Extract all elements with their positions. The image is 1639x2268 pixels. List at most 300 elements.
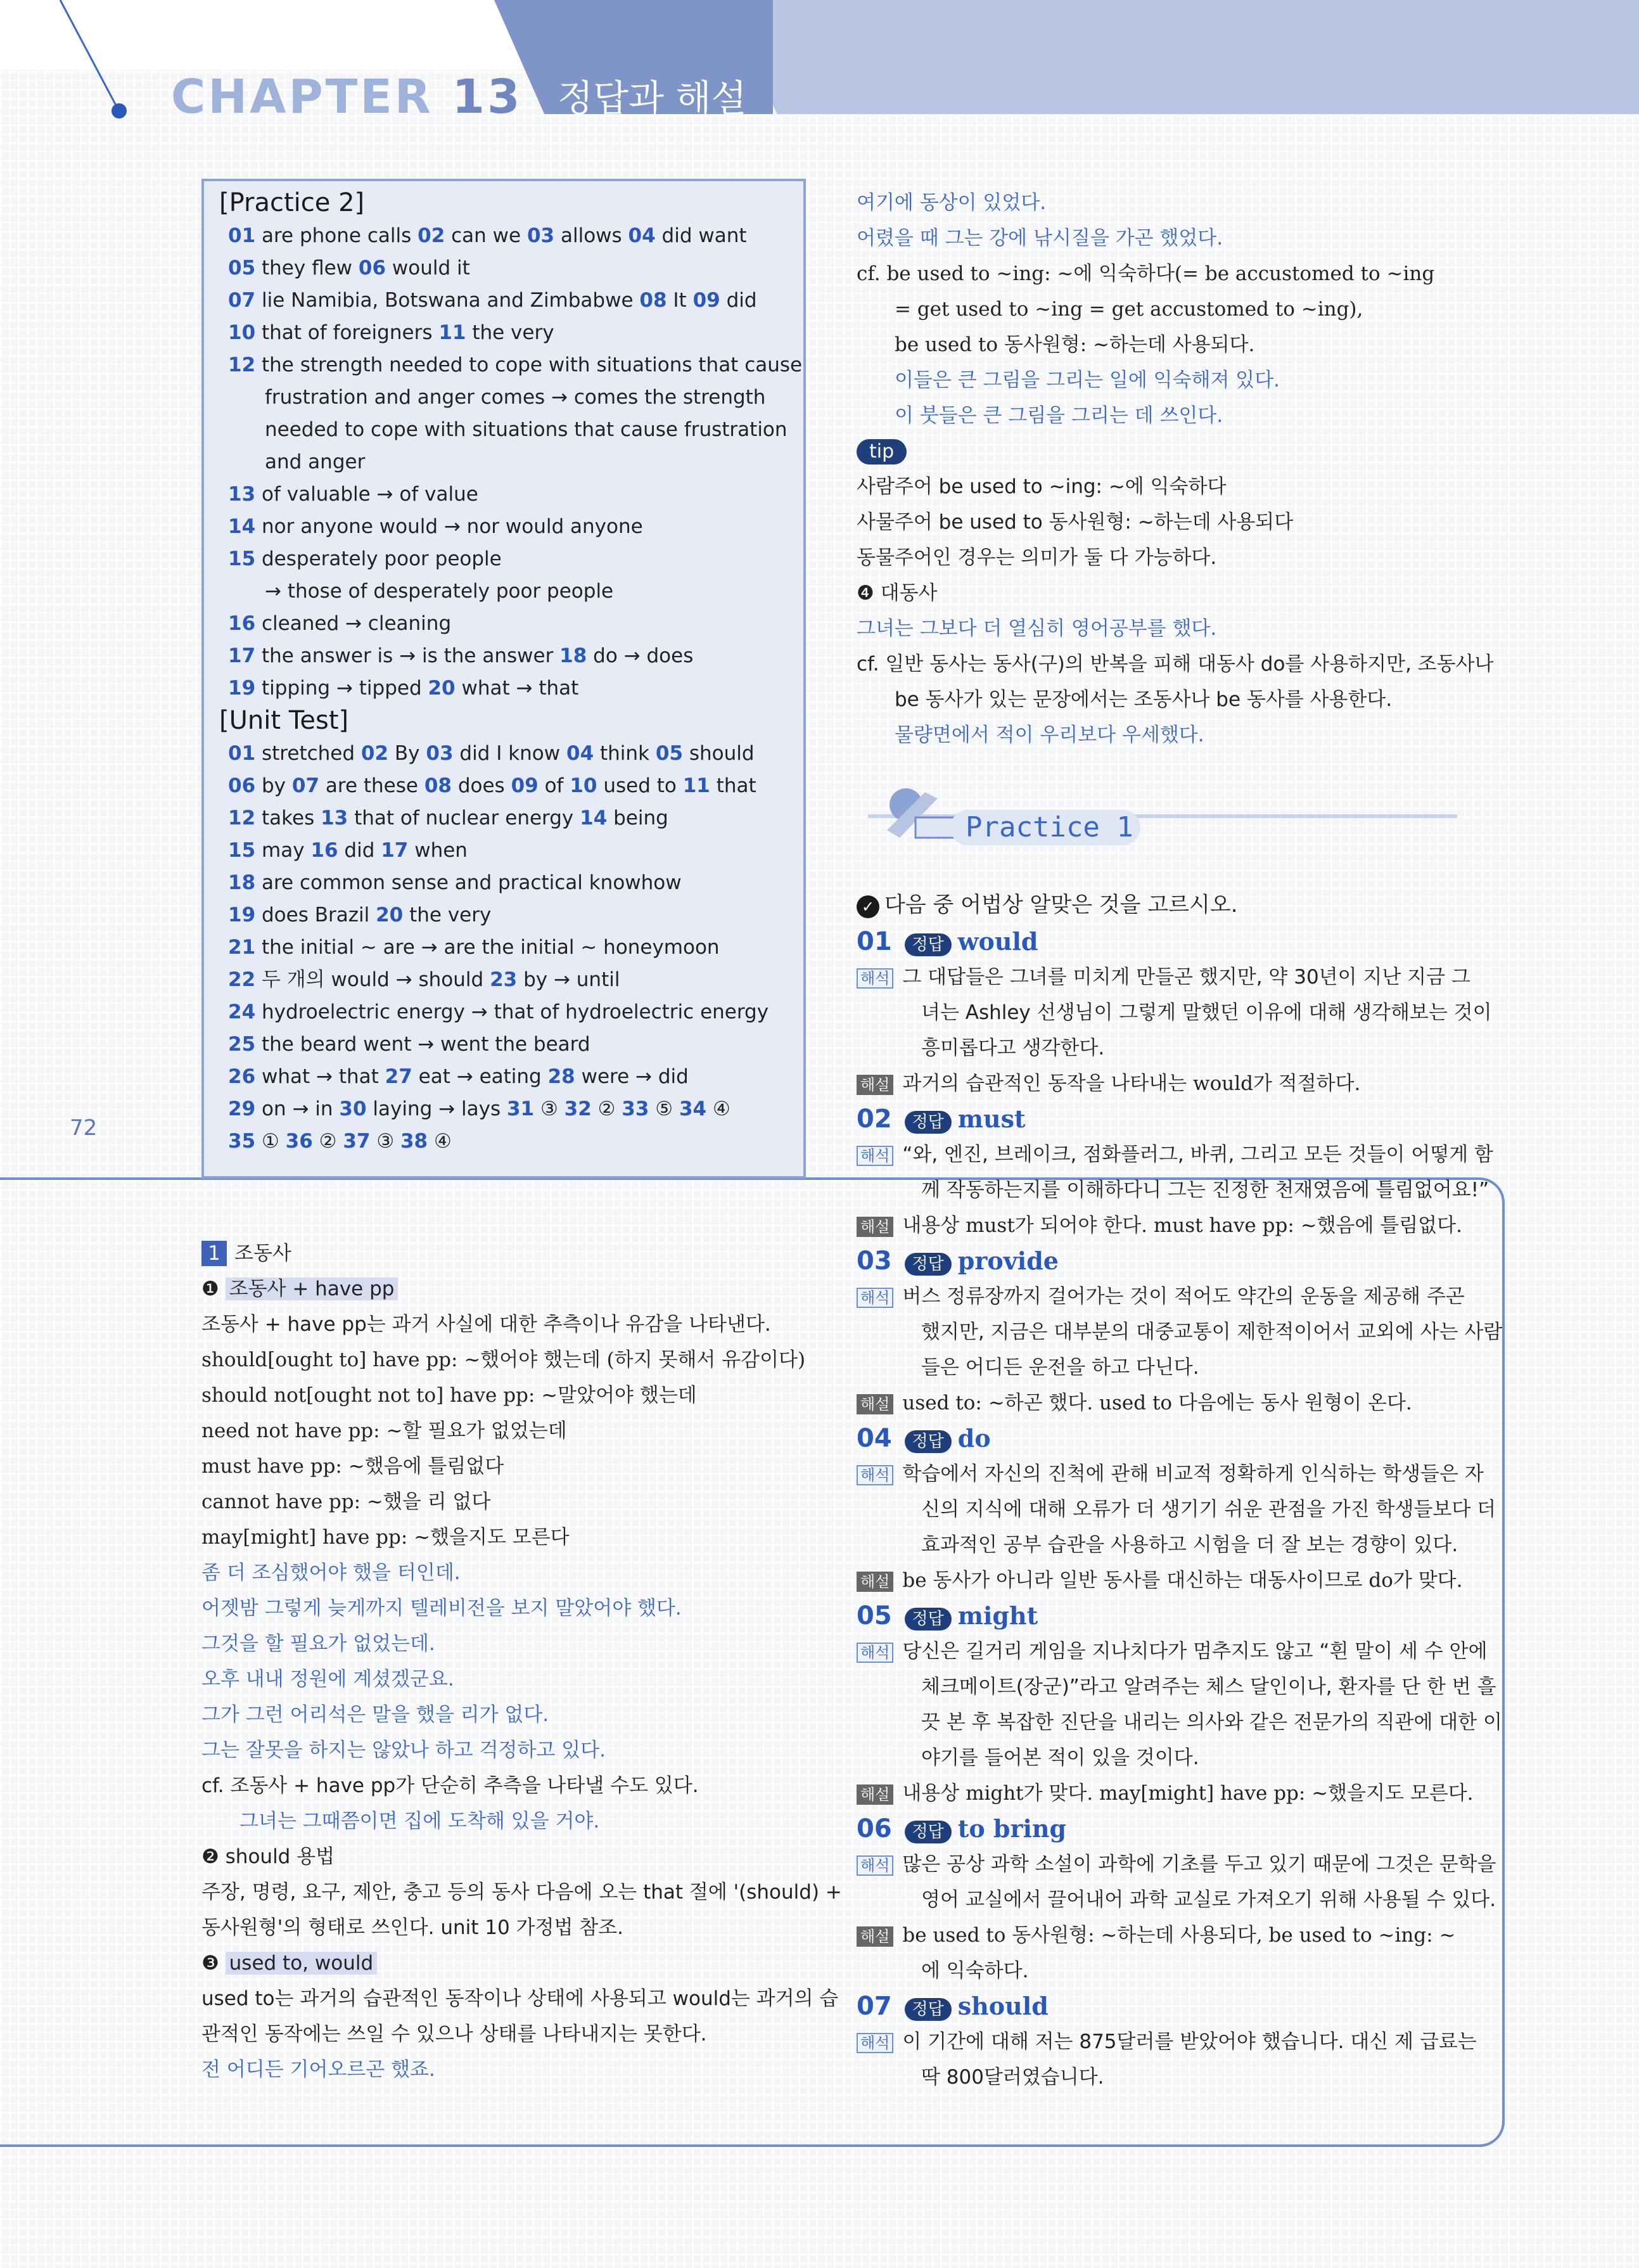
- example-line: 그것을 할 필요가 없었는데.: [201, 1632, 435, 1655]
- answer-number: 25: [228, 1033, 256, 1056]
- header-decoration: [0, 0, 127, 120]
- answer-number: 11: [438, 321, 466, 344]
- answer-number: 14: [228, 515, 256, 538]
- answer-number: 13: [228, 483, 256, 506]
- translation-tag: 해석: [857, 2033, 893, 2053]
- explanation-text: 과거의 습관적인 동작을 나타내는 would가 적절하다.: [902, 1072, 1361, 1095]
- translation-tag: 해석: [857, 1855, 893, 1876]
- answer-text: and anger: [265, 451, 366, 473]
- check-icon: ✓: [857, 895, 879, 918]
- question-number: 06: [857, 1814, 892, 1843]
- explanation-tag: 해설: [857, 1572, 893, 1592]
- page-title: 정답과 해설: [558, 77, 747, 120]
- answer-value: should: [957, 1992, 1049, 2020]
- translation-text: 녀는 Ashley 선생님이 그렇게 말했던 이유에 대해 생각해보는 것이: [921, 1001, 1492, 1024]
- answer-row: [228, 999, 768, 1025]
- translation-tag: 해석: [857, 1146, 893, 1166]
- question-number: 03: [857, 1246, 892, 1276]
- translation-line: [921, 1710, 1502, 1735]
- answer-row: [228, 870, 682, 895]
- explanation-text: 내용상 must가 되어야 한다. must have pp: ~했음에 틀림없다.: [902, 1214, 1462, 1237]
- answer-text: hydroelectric energy → that of hydroelectric energy: [262, 1001, 769, 1023]
- answer-text: ①: [262, 1130, 279, 1153]
- section-title: 조동사: [234, 1242, 291, 1265]
- answer-number: 22: [228, 968, 256, 991]
- translation-text: 흥미롭다고 생각한다.: [921, 1037, 1105, 1060]
- question-heading: [857, 1248, 1059, 1276]
- translation-text: 당신은 길거리 게임을 지나치다가 멈추지도 않고 “흰 말이 세 수 안에: [902, 1640, 1488, 1663]
- answer-value: must: [957, 1105, 1026, 1133]
- explanation-tag: 해설: [857, 1075, 893, 1095]
- example-line: 오후 내내 정원에 계셨겠군요.: [201, 1668, 454, 1691]
- answer-number: 14: [580, 807, 608, 830]
- translation-text: 딱 800달러였습니다.: [921, 2066, 1104, 2089]
- answer-number: 05: [228, 257, 256, 279]
- answer-text: did: [344, 839, 375, 862]
- explanation-text: be 동사가 아니라 일반 동사를 대신하는 대동사이므로 do가 맞다.: [902, 1569, 1463, 1592]
- note-line: 동사원형'의 형태로 쓰인다. unit 10 가정법 참조.: [201, 1916, 623, 1939]
- answer-number: 04: [628, 224, 656, 247]
- answer-number: 35: [228, 1130, 256, 1153]
- explanation-line: [921, 1958, 1028, 1983]
- answer-text: what → that: [262, 1065, 379, 1088]
- answer-text: that of nuclear energy: [354, 807, 574, 830]
- explanation-text: be used to 동사원형: ~하는데 사용되다, be used to ~ing: ~: [902, 1924, 1456, 1947]
- answer-number: 12: [228, 354, 256, 376]
- answer-row: [228, 320, 554, 345]
- answer-row: [228, 223, 747, 248]
- explanation-tag: 해설: [857, 1784, 893, 1805]
- answer-row: [228, 514, 643, 539]
- answer-row: [228, 1032, 590, 1057]
- answer-text: takes: [262, 807, 315, 830]
- answer-number: 19: [228, 677, 256, 700]
- answer-number: 28: [547, 1065, 575, 1088]
- question-heading: [857, 1426, 991, 1453]
- answer-row: [228, 935, 720, 960]
- answer-section-title: [Practice 2]: [219, 188, 365, 217]
- subsection-heading: [857, 580, 938, 606]
- answer-number: 11: [682, 774, 710, 797]
- answer-number: 10: [228, 321, 256, 344]
- answer-text: are these: [325, 774, 418, 797]
- translation-text: 버스 정류장까지 걸어가는 것이 적어도 약간의 운동을 제공해 주곤: [902, 1285, 1465, 1308]
- answer-text: are phone calls: [262, 224, 412, 247]
- page-number: 72: [70, 1115, 98, 1141]
- explanation-line: [857, 1781, 1474, 1806]
- answer-number: 15: [228, 548, 256, 570]
- answer-text: ⑤: [655, 1098, 673, 1120]
- translation-tag: 해석: [857, 968, 893, 989]
- answer-value: to bring: [957, 1814, 1067, 1843]
- translation-text: 영어 교실에서 끌어내어 과학 교실로 가져오기 위해 사용될 수 있다.: [921, 1888, 1496, 1911]
- note-line: cannot have pp: ~했을 리 없다: [201, 1490, 491, 1513]
- note-line: should[ought to] have pp: ~했어야 했는데 (하지 못해서 유감이다): [201, 1349, 806, 1371]
- translation-line: [921, 1000, 1492, 1025]
- answer-text: allows: [560, 224, 622, 247]
- answer-text: ③: [540, 1098, 558, 1120]
- answer-number: 07: [228, 289, 256, 312]
- cf-line: be used to 동사원형: ~하는데 사용되다.: [895, 333, 1255, 356]
- subsection-number: ❶: [201, 1278, 219, 1300]
- answer-row: [265, 449, 365, 475]
- explanation-line: [857, 1071, 1360, 1096]
- answer-number: 07: [291, 774, 320, 797]
- answer-row: [228, 838, 468, 863]
- answer-row: [265, 385, 765, 410]
- answer-value: might: [957, 1601, 1038, 1630]
- answer-text: that: [716, 774, 756, 797]
- answer-text: did want: [661, 224, 747, 247]
- translation-line: [921, 1355, 1199, 1380]
- answer-text: does: [457, 774, 505, 797]
- answer-row: [228, 805, 668, 831]
- question-heading: [857, 929, 1038, 956]
- subsection-heading: [201, 1844, 335, 1869]
- answer-text: the beard went → went the beard: [262, 1033, 590, 1056]
- answer-number: 38: [400, 1130, 428, 1153]
- cf-line: be 동사가 있는 문장에서는 조동사나 be 동사를 사용한다.: [895, 688, 1393, 711]
- answer-badge: 정답: [905, 1253, 952, 1276]
- answer-row: [228, 676, 578, 701]
- answer-text: by → until: [523, 968, 620, 991]
- translation-line: [857, 1639, 1488, 1664]
- note-line: 조동사 + have pp는 과거 사실에 대한 추측이나 유감을 나타낸다.: [201, 1313, 771, 1336]
- answer-badge: 정답: [905, 1608, 952, 1631]
- answer-text: It: [673, 289, 687, 312]
- answer-number: 18: [228, 871, 256, 894]
- tip-line: 사물주어 be used to 동사원형: ~하는데 사용되다: [857, 511, 1294, 534]
- example-line: 이 붓들은 큰 그림을 그리는 데 쓰인다.: [895, 404, 1223, 427]
- translation-text: 그 대답들은 그녀를 미치게 만들곤 했지만, 약 30년이 지난 지금 그: [902, 966, 1470, 989]
- answer-text: needed to cope with situations that cause frustration: [265, 418, 788, 441]
- header-tab-light: [722, 0, 1639, 114]
- translation-text: “와, 엔진, 브레이크, 점화플러그, 바퀴, 그리고 모든 것들이 어떻게 함: [902, 1143, 1493, 1166]
- answer-text: frustration and anger comes → comes the strength: [265, 386, 766, 409]
- answer-text: laying → lays: [373, 1098, 501, 1120]
- answer-value: provide: [957, 1246, 1059, 1275]
- subsection-heading: [201, 1276, 398, 1302]
- question-number: 04: [857, 1424, 892, 1453]
- answer-number: 08: [639, 289, 667, 312]
- explanation-tag: 해설: [857, 1394, 893, 1414]
- instruction: [857, 892, 1238, 918]
- section-heading: [201, 1241, 291, 1266]
- answer-text: when: [414, 839, 468, 862]
- answer-text: lie Namibia, Botswana and Zimbabwe: [262, 289, 634, 312]
- answer-row: [228, 902, 491, 928]
- answer-text: used to: [603, 774, 677, 797]
- answer-text: 두 개의 would → should: [262, 968, 484, 991]
- answer-text: ②: [597, 1098, 616, 1120]
- answer-text: ②: [319, 1130, 337, 1153]
- translation-line: [921, 1319, 1502, 1345]
- translation-line: [921, 1745, 1199, 1771]
- answer-text: can we: [451, 224, 521, 247]
- answer-number: 21: [228, 936, 256, 959]
- answer-text: desperately poor people: [262, 548, 502, 570]
- answer-number: 17: [381, 839, 409, 862]
- answer-text: the answer is → is the answer: [262, 644, 554, 667]
- question-heading: [857, 1994, 1049, 2021]
- answer-text: may: [262, 839, 305, 862]
- section-number: 1: [201, 1241, 227, 1266]
- answer-number: 03: [426, 742, 454, 765]
- subsection-number: ❸: [201, 1952, 219, 1975]
- translation-tag: 해석: [857, 1643, 893, 1663]
- subsection-number: ❷: [201, 1845, 219, 1868]
- answer-number: 32: [564, 1098, 592, 1120]
- answer-text: tipping → tipped: [262, 677, 422, 700]
- example-line: 여기에 동상이 있었다.: [857, 191, 1047, 214]
- answer-row: [228, 611, 451, 636]
- answer-number: 04: [566, 742, 594, 765]
- answer-text: ③: [376, 1130, 395, 1153]
- answer-number: 02: [418, 224, 445, 247]
- answer-text: were → did: [581, 1065, 689, 1088]
- answer-section-title: [Unit Test]: [219, 706, 349, 735]
- answer-number: 17: [228, 644, 256, 667]
- answer-number: 26: [228, 1065, 256, 1088]
- answer-text: think: [600, 742, 650, 765]
- answer-text: the strength needed to cope with situations that cause: [262, 354, 803, 376]
- answer-number: 01: [228, 224, 256, 247]
- example-line: 그녀는 그보다 더 열심히 영어공부를 했다.: [857, 617, 1217, 640]
- answer-row: [228, 741, 755, 766]
- tip-badge: tip: [857, 439, 907, 464]
- explanation-text: 내용상 might가 맞다. may[might] have pp: ~했을지도 모른다.: [902, 1782, 1474, 1805]
- answer-text: of valuable → of value: [262, 483, 478, 506]
- translation-text: 했지만, 지금은 대부분의 대중교통이 제한적이어서 교외에 사는 사람: [921, 1321, 1503, 1343]
- answer-row: [265, 579, 613, 604]
- translation-text: 신의 지식에 대해 오류가 더 생기기 쉬운 관점을 가진 학생들보다 더: [921, 1498, 1496, 1521]
- answer-number: 09: [511, 774, 539, 797]
- answer-text: of: [544, 774, 564, 797]
- answer-number: 36: [285, 1130, 313, 1153]
- explanation-text: 에 익숙하다.: [921, 1959, 1029, 1982]
- explanation-tag: 해설: [857, 1926, 893, 1947]
- answer-text: did: [726, 289, 757, 312]
- practice-title: Practice 1: [950, 810, 1140, 845]
- answer-number: 10: [570, 774, 597, 797]
- translation-tag: 해석: [857, 1288, 893, 1308]
- answer-text: on → in: [262, 1098, 333, 1120]
- note-line: may[might] have pp: ~했을지도 모른다: [201, 1526, 570, 1549]
- answer-text: → those of desperately poor people: [265, 580, 614, 603]
- translation-text: 효과적인 공부 습관을 사용하고 시험을 더 잘 보는 경향이 있다.: [921, 1534, 1458, 1556]
- subsection-number: ❹: [857, 582, 874, 605]
- answer-text: the very: [409, 904, 492, 926]
- answer-text: being: [613, 807, 668, 830]
- example-line: 그녀는 그때쯤이면 집에 도착해 있을 거야.: [239, 1810, 600, 1833]
- answer-text: by: [262, 774, 286, 797]
- answer-number: 06: [228, 774, 256, 797]
- cf-line: cf. 일반 동사는 동사(구)의 반복을 피해 대동사 do를 사용하지만, 조동사나: [857, 653, 1494, 676]
- answer-text: would it: [392, 257, 470, 279]
- answer-number: 34: [679, 1098, 707, 1120]
- answer-text: do → does: [593, 644, 694, 667]
- explanation-line: [857, 1568, 1462, 1593]
- answer-text: did I know: [459, 742, 561, 765]
- answer-row: [228, 288, 757, 313]
- lamp-icon: [887, 788, 953, 838]
- note-line: should not[ought not to] have pp: ~말았어야 했는데: [201, 1384, 697, 1407]
- answer-number: 05: [655, 742, 684, 765]
- translation-line: [921, 1674, 1496, 1700]
- answer-badge: 정답: [905, 1998, 952, 2021]
- answer-text: they flew: [262, 257, 353, 279]
- translation-line: [921, 1887, 1496, 1912]
- instruction-text: 다음 중 어법상 알맞은 것을 고르시오.: [884, 892, 1238, 918]
- question-number: 07: [857, 1992, 892, 2021]
- explanation-tag: 해설: [857, 1217, 893, 1237]
- note-line: need not have pp: ~할 필요가 없었는데: [201, 1419, 567, 1442]
- answer-number: 16: [228, 612, 256, 635]
- example-line: 이들은 큰 그림을 그리는 일에 익숙해져 있다.: [895, 369, 1280, 392]
- translation-line: [921, 1177, 1489, 1203]
- question-heading: [857, 1816, 1066, 1843]
- translation-line: [857, 2029, 1477, 2054]
- answer-text: cleaned → cleaning: [262, 612, 452, 635]
- answer-row: [228, 352, 802, 378]
- answer-row: [228, 255, 470, 281]
- note-line: must have pp: ~했음에 틀림없다: [201, 1455, 504, 1478]
- translation-line: [857, 1852, 1496, 1877]
- example-line: 그는 잘못을 하지는 않았나 하고 걱정하고 있다.: [201, 1739, 606, 1762]
- answer-text: the very: [472, 321, 554, 344]
- answer-text: does Brazil: [262, 904, 370, 926]
- tip-line: 동물주어인 경우는 의미가 둘 다 가능하다.: [857, 546, 1217, 569]
- explanation-line: [857, 1213, 1462, 1238]
- question-heading: [857, 1106, 1026, 1134]
- answer-number: 33: [622, 1098, 649, 1120]
- example-line: 어렸을 때 그는 강에 낚시질을 가곤 했었다.: [857, 227, 1223, 250]
- answer-badge: 정답: [905, 933, 952, 956]
- explanation-line: [857, 1390, 1412, 1416]
- chapter-word: CHAPTER: [171, 70, 433, 124]
- translation-line: [921, 1035, 1104, 1061]
- answer-number: 30: [339, 1098, 367, 1120]
- answer-text: ④: [712, 1098, 730, 1120]
- answer-number: 02: [360, 742, 389, 765]
- answer-text: what → that: [461, 677, 579, 700]
- explanation-text: used to: ~하곤 했다. used to 다음에는 동사 원형이 온다.: [902, 1392, 1412, 1414]
- tip-line: 사람주어 be used to ~ing: ~에 익숙하다: [857, 475, 1227, 498]
- translation-text: 학습에서 자신의 진척에 관해 비교적 정확하게 인식하는 학생들은 자: [902, 1463, 1484, 1485]
- answer-number: 03: [526, 224, 555, 247]
- question-number: 01: [857, 927, 892, 956]
- answer-text: the initial ~ are → are the initial ~ honeymoon: [262, 936, 720, 959]
- answer-number: 37: [343, 1130, 371, 1153]
- translation-line: [921, 2065, 1104, 2090]
- tip-heading: [857, 439, 907, 464]
- answer-value: do: [957, 1424, 991, 1452]
- translation-text: 들은 어디든 운전을 하고 다닌다.: [921, 1356, 1199, 1379]
- answer-number: 06: [358, 257, 386, 279]
- note-line: 관적인 동작에는 쓰일 수 있으나 상태를 나타내지는 못한다.: [201, 2023, 707, 2046]
- answer-number: 20: [428, 677, 456, 700]
- example-line: 좀 더 조심했어야 했을 터인데.: [201, 1561, 461, 1584]
- answer-number: 23: [490, 968, 518, 991]
- answer-row: [228, 1129, 452, 1154]
- answer-row: [228, 643, 693, 669]
- answer-number: 13: [321, 807, 348, 830]
- translation-line: [857, 1461, 1484, 1487]
- chapter-label: [171, 70, 523, 124]
- question-heading: [857, 1603, 1038, 1631]
- chapter-number: 13: [452, 70, 523, 124]
- answer-number: 09: [692, 289, 720, 312]
- translation-line: [921, 1497, 1496, 1522]
- answer-row: [228, 482, 478, 507]
- subsection-title: 대동사: [880, 582, 938, 605]
- answer-text: ④: [433, 1130, 452, 1153]
- answer-number: 31: [506, 1098, 535, 1120]
- answer-number: 18: [559, 644, 587, 667]
- answer-text: eat → eating: [418, 1065, 542, 1088]
- subsection-title: used to, would: [226, 1952, 378, 1975]
- translation-line: [857, 1142, 1493, 1167]
- answer-number: 29: [228, 1098, 256, 1120]
- answer-number: 20: [376, 904, 404, 926]
- answer-number: 08: [424, 774, 452, 797]
- answer-text: nor anyone would → nor would anyone: [262, 515, 643, 538]
- answer-text: are common sense and practical knowhow: [262, 871, 682, 894]
- answer-row: [228, 1096, 730, 1122]
- translation-text: 체크메이트(장군)”라고 알려주는 체스 달인이나, 환자를 단 한 번 흘: [921, 1675, 1496, 1698]
- translation-text: 이 기간에 대해 저는 875달러를 받았어야 했습니다. 대신 제 급료는: [902, 2030, 1477, 2053]
- example-line: 어젯밤 그렇게 늦게까지 텔레비전을 보지 말았어야 했다.: [201, 1597, 682, 1620]
- answer-badge: 정답: [905, 1821, 952, 1843]
- answer-text: that of foreigners: [262, 321, 433, 344]
- example-line: 전 어디든 기어오르곤 했죠.: [201, 2058, 435, 2081]
- answer-text: By: [394, 742, 420, 765]
- answer-value: would: [957, 927, 1038, 956]
- answer-text: should: [689, 742, 755, 765]
- cf-line: = get used to ~ing = get accustomed to ~ing),: [895, 298, 1363, 321]
- question-number: 05: [857, 1601, 892, 1631]
- answer-number: 16: [310, 839, 338, 862]
- answer-number: 24: [228, 1001, 256, 1023]
- translation-text: 많은 공상 과학 소설이 과학에 기초를 두고 있기 때문에 그것은 문학을: [902, 1853, 1496, 1876]
- answer-badge: 정답: [905, 1111, 952, 1134]
- answer-badge: 정답: [905, 1430, 952, 1453]
- subsection-title: should 용법: [225, 1845, 335, 1868]
- answer-number: 27: [385, 1065, 412, 1088]
- example-line: 물량면에서 적이 우리보다 우세했다.: [895, 724, 1204, 746]
- translation-text: 야기를 들어본 적이 있을 것이다.: [921, 1746, 1199, 1769]
- subsection-heading: [201, 1951, 377, 1976]
- answer-number: 12: [228, 807, 256, 830]
- answer-key-box: [201, 179, 806, 1179]
- example-line: 그가 그런 어리석은 말을 했을 리가 없다.: [201, 1703, 549, 1726]
- answer-row: [228, 1064, 689, 1089]
- translation-text: 께 작동하는지를 이해하다니 그는 진정한 천재였음에 틀림없어요!”: [921, 1179, 1489, 1201]
- answer-number: 15: [228, 839, 256, 862]
- answer-number: 19: [228, 904, 256, 926]
- answer-row: [228, 773, 756, 798]
- translation-line: [921, 1532, 1458, 1558]
- note-line: used to는 과거의 습관적인 동작이나 상태에 사용되고 would는 과거의 습: [201, 1987, 839, 2010]
- question-number: 02: [857, 1105, 892, 1134]
- answer-row: [228, 967, 620, 992]
- answer-row: [228, 546, 502, 572]
- subsection-title: 조동사 + have pp: [226, 1278, 399, 1300]
- answer-number: 01: [228, 742, 256, 765]
- translation-text: 끗 본 후 복잡한 진단을 내리는 의사와 같은 전문가의 직관에 대한 이: [921, 1711, 1502, 1734]
- answer-row: [265, 417, 788, 442]
- cf-line: cf. 조동사 + have pp가 단순히 추측을 나타낼 수도 있다.: [201, 1774, 699, 1797]
